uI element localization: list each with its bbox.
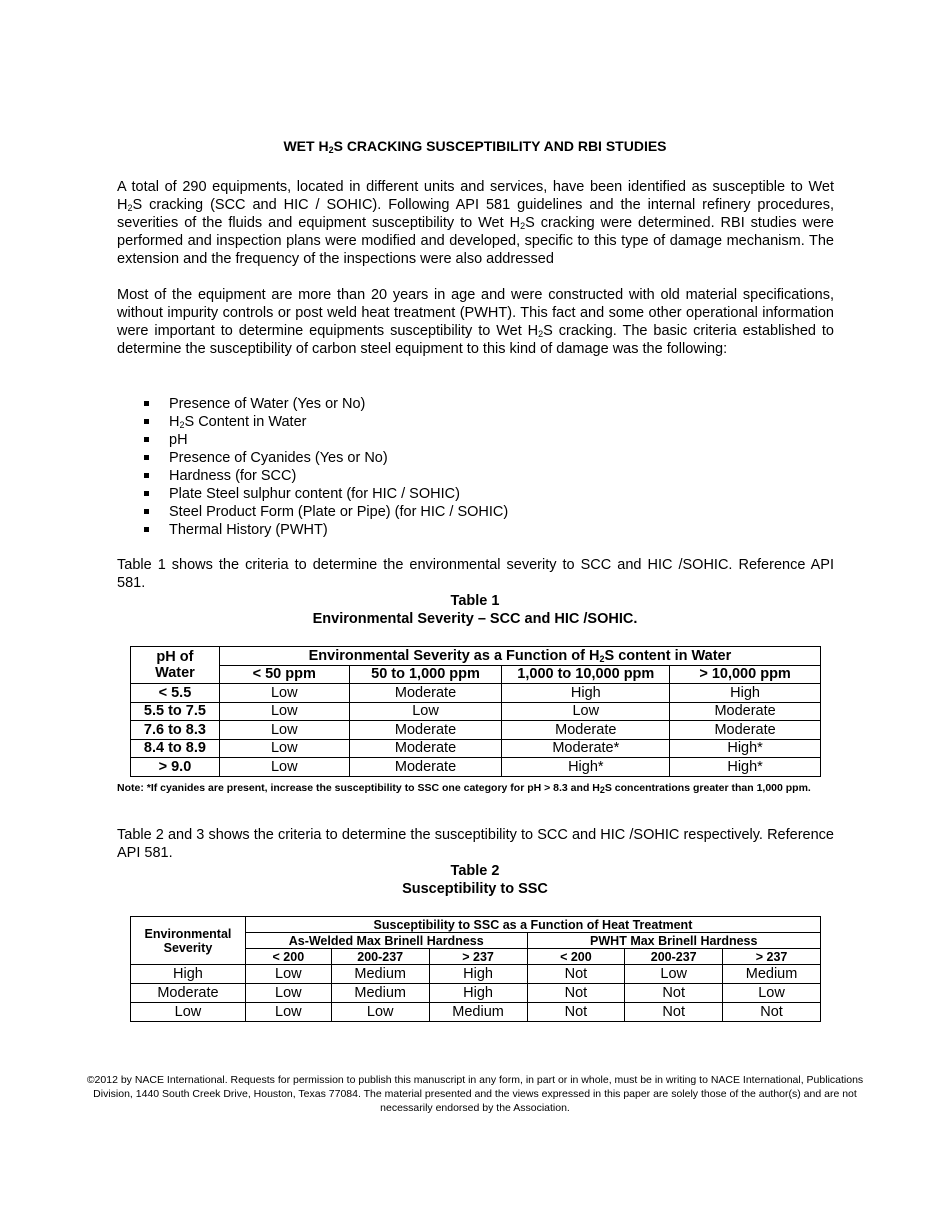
table1-caption-number: Table 1 (450, 593, 500, 609)
bullet-icon (144, 437, 149, 442)
table-cell: Moderate (349, 758, 502, 777)
criteria-paragraph: Most of the equipment are more than 20 years in age and were constructed with old material specifications, without impurity controls or post weld heat treatment (PWHT). This fact and some other operational information were important to determine equipments susceptibility to Wet $H_2S$ cracking. The basic criteria established to determine the susceptibility of carbon steel equipment to this kind of damage was the following: (117, 287, 834, 357)
bullet-icon (144, 491, 149, 496)
severity-header: Environmental Severity (131, 917, 246, 965)
column-header: < 200 (245, 949, 331, 965)
table-cell: Low (502, 702, 670, 721)
table-row (131, 721, 821, 740)
row-header: 5.5 to 7.5 (131, 702, 220, 721)
table-cell: Low (331, 1003, 429, 1022)
bullet-icon (144, 419, 149, 424)
table-cell: Low (219, 684, 349, 703)
table-cell: High (429, 984, 527, 1003)
table-cell: Moderate (349, 721, 502, 740)
table1-intro-paragraph: Table 1 shows the criteria to determine the environmental severity to SCC and HIC /SOHIC. Reference API 581. (117, 557, 834, 591)
copyright-footer: ©2012 by NACE International. Requests for permission to publish this manuscript in any form, in part or in whole, must be in writing to NACE International, Publications Division, 1440 South Creek Drive, Houston, Texas 77084. The material presented and the views expressed in this paper are solely those of the author(s) and are not necessarily endorsed by the Association. (86, 1074, 864, 1114)
table-cell: Not (527, 965, 625, 984)
as-welded-header: As-Welded Max Brinell Hardness (245, 933, 527, 949)
table-cell: Low (245, 965, 331, 984)
table-row (131, 702, 821, 721)
table-cell: High (670, 684, 821, 703)
list-item: $H_2S$ Content in Water (117, 413, 508, 431)
table-cell: Moderate (670, 721, 821, 740)
bullet-icon (144, 401, 149, 406)
column-header: > 10,000 ppm (670, 665, 821, 684)
table2-caption-title: Susceptibility to SSC (402, 881, 548, 897)
table-row (131, 684, 821, 703)
row-header: < 5.5 (131, 684, 220, 703)
pwht-header: PWHT Max Brinell Hardness (527, 933, 821, 949)
table1-note: Note: *If cyanides are present, increase the susceptibility to SSC one category for pH > 8.3 and $H_2S$ concentrations greater than 1,000 ppm. (117, 782, 811, 795)
table-cell: Moderate* (502, 739, 670, 758)
row-header: High (131, 965, 246, 984)
environmental-severity-table (130, 646, 821, 777)
table-cell: Low (219, 739, 349, 758)
table-cell: Not (723, 1003, 821, 1022)
list-item: Presence of Water (Yes or No) (117, 395, 508, 413)
table-cell: Moderate (349, 684, 502, 703)
list-item: pH (117, 431, 508, 449)
table-cell: High (429, 965, 527, 984)
criteria-list (117, 395, 508, 539)
table-cell: Moderate (502, 721, 670, 740)
table-cell: Low (219, 702, 349, 721)
table-cell: Not (625, 1003, 723, 1022)
list-item: Presence of Cyanides (Yes or No) (117, 449, 508, 467)
table-cell: Low (219, 721, 349, 740)
list-item: Thermal History (PWHT) (117, 521, 508, 539)
table-cell: Low (723, 984, 821, 1003)
table-row (131, 739, 821, 758)
bullet-icon (144, 527, 149, 532)
table-cell: High* (670, 758, 821, 777)
table-row (131, 965, 821, 984)
list-item: Plate Steel sulphur content (for HIC / SOHIC) (117, 485, 508, 503)
column-header: 200-237 (625, 949, 723, 965)
table-cell: High* (502, 758, 670, 777)
table-row (131, 984, 821, 1003)
table-cell: Low (219, 758, 349, 777)
table2-intro-paragraph: Table 2 and 3 shows the criteria to determine the susceptibility to SCC and HIC /SOHIC respectively. Reference API 581. (117, 827, 834, 861)
table-cell: Low (349, 702, 502, 721)
table-row (131, 758, 821, 777)
ph-header: pH of Water (131, 647, 220, 684)
table-cell: Not (527, 984, 625, 1003)
bullet-icon (144, 509, 149, 514)
table-cell: Not (625, 984, 723, 1003)
table-row (131, 1003, 821, 1022)
table-cell: High* (670, 739, 821, 758)
heat-treatment-group-header: Susceptibility to SSC as a Function of Heat Treatment (245, 917, 820, 933)
column-header: 200-237 (331, 949, 429, 965)
table-cell: Low (625, 965, 723, 984)
column-header: 50 to 1,000 ppm (349, 665, 502, 684)
row-header: Low (131, 1003, 246, 1022)
ssc-susceptibility-table (130, 916, 821, 1022)
bullet-icon (144, 455, 149, 460)
list-item: Steel Product Form (Plate or Pipe) (for HIC / SOHIC) (117, 503, 508, 521)
table-cell: Not (527, 1003, 625, 1022)
table-cell: Moderate (349, 739, 502, 758)
severity-group-header: Environmental Severity as a Function of $H_2S$ content in Water (219, 647, 820, 666)
column-header: 1,000 to 10,000 ppm (502, 665, 670, 684)
bullet-icon (144, 473, 149, 478)
table-cell: Medium (723, 965, 821, 984)
table-cell: Medium (429, 1003, 527, 1022)
column-header: > 237 (723, 949, 821, 965)
column-header: > 237 (429, 949, 527, 965)
row-header: 7.6 to 8.3 (131, 721, 220, 740)
row-header: > 9.0 (131, 758, 220, 777)
table-cell: Moderate (670, 702, 821, 721)
table-cell: High (502, 684, 670, 703)
table-cell: Medium (331, 965, 429, 984)
table-cell: Low (245, 1003, 331, 1022)
table-cell: Medium (331, 984, 429, 1003)
list-item: Hardness (for SCC) (117, 467, 508, 485)
table1-caption-title: Environmental Severity – SCC and HIC /SOHIC. (312, 611, 638, 627)
table-cell: Low (245, 984, 331, 1003)
column-header: < 200 (527, 949, 625, 965)
row-header: 8.4 to 8.9 (131, 739, 220, 758)
row-header: Moderate (131, 984, 246, 1003)
table2-caption-number: Table 2 (450, 863, 500, 879)
column-header: < 50 ppm (219, 665, 349, 684)
intro-paragraph: A total of 290 equipments, located in different units and services, have been identified as susceptible to Wet $H_2S$ cracking (SCC and HIC / SOHIC). Following API 581 guidelines and the internal refinery procedures, severities of the fluids and equipment susceptibility to Wet $H_2S$ cracking were determined. RBI studies were performed and inspection plans were modified and developed, specific to this type of damage mechanism. The extension and the frequency of the inspections were also addressed (117, 179, 834, 267)
page-title: WET $H_2S$ CRACKING SUSCEPTIBILITY AND RBI STUDIES (283, 138, 667, 155)
